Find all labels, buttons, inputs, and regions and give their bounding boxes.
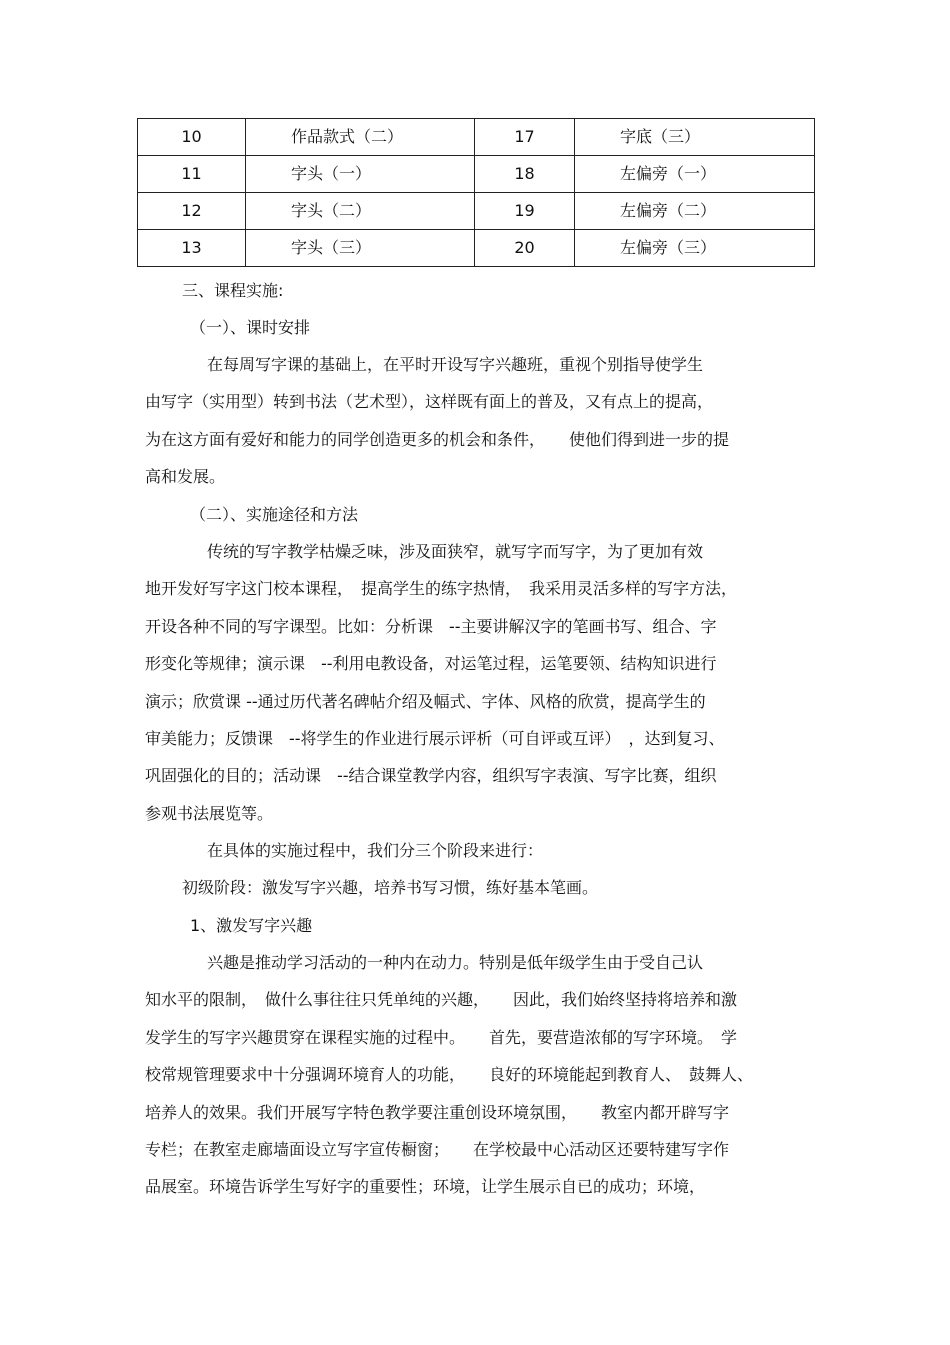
text-line: 传统的写字教学枯燥乏味，涉及面狭窄，就写字而写字，为了更加有效 (207, 542, 704, 561)
paragraph (145, 832, 820, 869)
text-line: 在每周写字课的基础上，在平时开设写字兴趣班，重视个别指导使学生 (207, 355, 704, 374)
section-heading: 三、课程实施: (182, 281, 284, 300)
lesson-number: 12 (138, 193, 246, 230)
lesson-title: 字头（一） (246, 156, 475, 193)
lesson-number: 19 (475, 193, 575, 230)
item-heading: 1、激发写字兴趣 (190, 916, 313, 935)
lesson-title: 左偏旁（一） (575, 156, 815, 193)
text-line: 地开发好写字这门校本课程， 提高学生的练字热情， 我采用灵活多样的写字方法， (145, 579, 738, 599)
lesson-number: 11 (138, 156, 246, 193)
lesson-number: 20 (475, 230, 575, 267)
text-line: 专栏；在教室走廊墙面设立写字宣传橱窗； 在学校最中心活动区还要特建写字作 (145, 1139, 730, 1159)
table-row (138, 156, 815, 193)
subsection-heading: （一）、课时安排 (190, 318, 311, 337)
lesson-number: 13 (138, 230, 246, 267)
paragraph (145, 944, 820, 1206)
text-line: 校常规管理要求中十分强调环境育人的功能， 良好的环境能起到教育人、 鼓舞人、 (145, 1065, 754, 1085)
text-line: 巩固强化的目的；活动课 --结合课堂教学内容，组织写字表演、写字比赛，组织 (145, 766, 717, 786)
paragraph (145, 533, 820, 832)
subsection-heading: （二）、实施途径和方法 (190, 505, 359, 524)
lesson-number: 10 (138, 119, 246, 156)
lesson-title: 字头（二） (246, 193, 475, 230)
text-line: 审美能力；反馈课 --将学生的作业进行展示评析（可自评或互评） ，达到复习、 (145, 728, 725, 748)
lesson-title: 字底（三） (575, 119, 815, 156)
text-line: 由写字（实用型）转到书法（艺术型），这样既有面上的普及，又有点上的提高， (145, 392, 714, 412)
table-row (138, 119, 815, 156)
text-line: 培养人的效果。我们开展写字特色教学要注重创设环境氛围， 教室内都开辟写字 (145, 1102, 730, 1122)
text-line: 演示；欣赏课 --通过历代著名碑帖介绍及幅式、字体、风格的欣赏，提高学生的 (145, 691, 706, 711)
lesson-title: 作品款式（二） (246, 119, 475, 156)
lesson-title: 左偏旁（二） (575, 193, 815, 230)
lesson-number: 18 (475, 156, 575, 193)
text-line: 发学生的写字兴趣贯穿在课程实施的过程中。 首先，要营造浓郁的写字环境。 学 (145, 1027, 738, 1047)
lesson-title: 字头（三） (246, 230, 475, 267)
lesson-number: 17 (475, 119, 575, 156)
text-line: 形变化等规律；演示课 --利用电教设备，对运笔过程，运笔要领、结构知识进行 (145, 654, 717, 674)
table-row (138, 230, 815, 267)
text-line: 品展室。环境告诉学生写好字的重要性；环境，让学生展示自已的成功；环境， (145, 1177, 706, 1197)
paragraph (145, 346, 820, 496)
text-line: 兴趣是推动学习活动的一种内在动力。特别是低年级学生由于受自己认 (207, 953, 704, 972)
stage-line: 初级阶段：激发写字兴趣，培养书写习惯，练好基本笔画。 (182, 878, 599, 897)
course-table (137, 118, 815, 267)
text-line: 参观书法展览等。 (145, 803, 274, 823)
text-line: 知水平的限制， 做什么事往往只凭单纯的兴趣， 因此，我们始终坚持将培养和激 (145, 990, 738, 1010)
text-line: 高和发展。 (145, 467, 226, 487)
text-line: 为在这方面有爱好和能力的同学创造更多的机会和条件， 使他们得到进一步的提 (145, 429, 730, 449)
text-line: 在具体的实施过程中，我们分三个阶段来进行： (207, 841, 544, 860)
table-row (138, 193, 815, 230)
text-line: 开设各种不同的写字课型。比如：分析课 --主要讲解汉字的笔画书写、组合、字 (145, 616, 717, 636)
lesson-title: 左偏旁（三） (575, 230, 815, 267)
